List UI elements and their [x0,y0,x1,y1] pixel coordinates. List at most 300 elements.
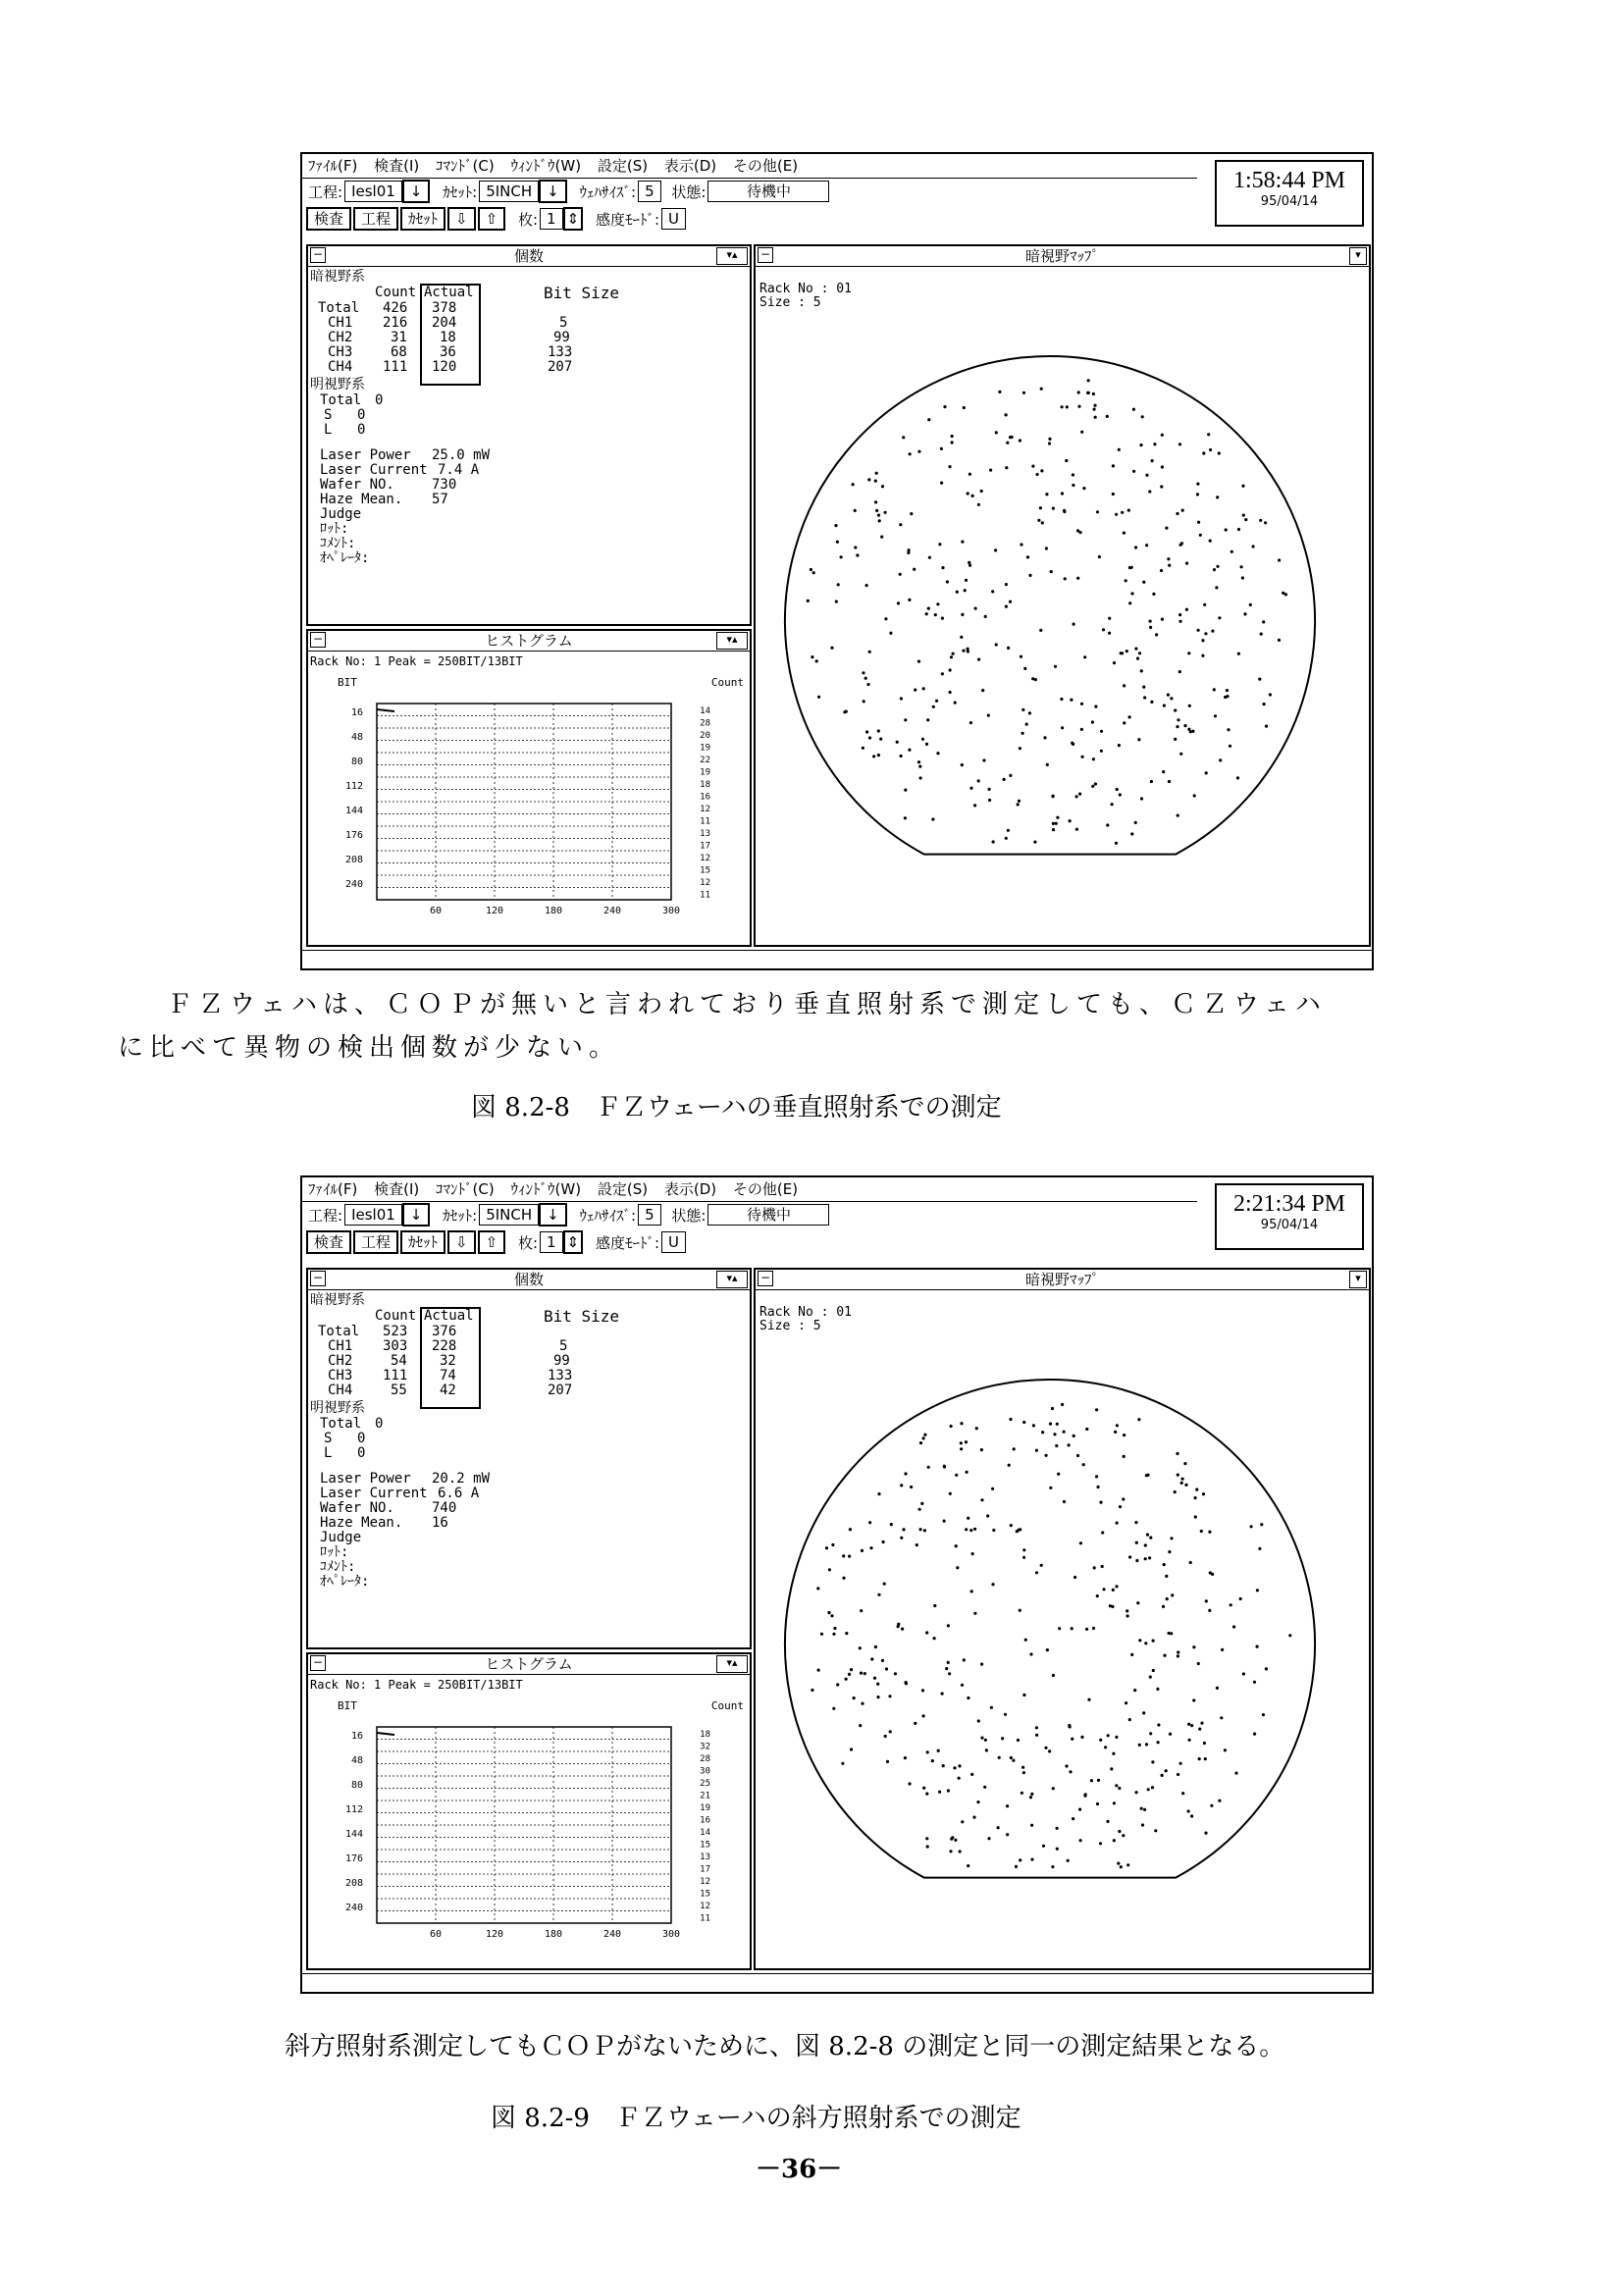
defect-point [1242,1672,1245,1675]
defect-point [1232,1625,1235,1628]
defect-point [1075,795,1078,798]
defect-point [1072,1817,1074,1820]
wafer-size-field[interactable]: 5 [638,181,661,202]
defect-point [1137,1418,1140,1421]
clock-date: 95/04/14 [1260,1218,1319,1232]
defect-point [845,1678,848,1681]
process-label: 工程: [308,183,343,201]
defect-point [1118,1787,1121,1790]
defect-point [1040,469,1043,472]
defect-point [1018,800,1021,803]
defect-point [1079,1541,1082,1544]
row-total-label: Total [318,1324,360,1339]
defect-point [1035,1734,1038,1737]
screenshot-vertical-illumination [300,152,1374,970]
defect-point [1128,601,1131,604]
dark-field-map-window [754,244,1371,947]
defect-point [889,632,892,635]
defect-point [1078,1808,1081,1811]
process-field[interactable]: Iesl01 [344,1204,402,1226]
menu-command[interactable]: ｺﾏﾝﾄﾞ(C) [436,1180,495,1198]
defect-point [1152,1640,1155,1643]
process-dropdown-icon[interactable]: ↓ [402,1203,431,1226]
defect-point [1170,697,1173,700]
defect-point [852,483,855,486]
defect-point [1112,464,1115,467]
defect-point [1041,521,1044,524]
defect-point [987,714,990,717]
defect-point [1135,1559,1138,1562]
status-field: 待機中 [707,1204,829,1226]
defect-point [1177,1773,1179,1776]
defect-point [1282,592,1284,595]
histogram-count-value: 11 [700,816,710,827]
bright-l-label: L [324,422,333,438]
dark-field-label: 暗視野系 [310,1292,365,1308]
defect-point [884,511,887,514]
defect-point [1115,513,1118,516]
unload-icon[interactable]: ⇧ [478,207,506,231]
defect-point [1134,821,1137,824]
defect-point [1241,485,1244,488]
window-menu-icon[interactable]: − [758,247,773,263]
clock-time: 1:58:44 PM [1232,168,1346,193]
defect-point [1021,708,1024,711]
histogram-count-label: Count [710,1699,744,1712]
defect-point [884,617,887,620]
defect-point [1161,465,1164,468]
defect-point [1156,1688,1159,1691]
defect-point [1045,547,1048,549]
status-label: 状態: [671,1206,707,1225]
defect-point [1009,774,1012,777]
defect-point [995,431,998,434]
defect-point [1019,439,1021,442]
defect-point [1234,1772,1237,1775]
defect-point [1180,1482,1183,1485]
histogram-titlebar [308,1654,750,1675]
defect-point [1113,1801,1116,1804]
defect-point [900,1484,903,1487]
menu-command[interactable]: ｺﾏﾝﾄﾞ(C) [436,157,495,175]
defect-point [1095,1408,1098,1411]
defect-point [873,1677,876,1680]
defect-point [877,1492,880,1495]
menu-other[interactable]: その他(E) [732,1180,799,1198]
defect-point [1099,1501,1102,1504]
defect-point [998,391,1001,393]
menu-file[interactable]: ﾌｧｲﾙ(F) [308,1180,358,1198]
defect-point [868,651,871,653]
sensitivity-label: 感度ﾓｰﾄﾞ: [595,210,660,229]
defect-point [1060,698,1063,701]
defect-point [956,591,959,594]
defect-point [988,799,991,802]
defect-point [1177,718,1179,721]
histogram-titlebar [308,631,750,652]
sensitivity-field[interactable]: U [661,1231,686,1253]
window-controls-icon[interactable]: ▾▴ [716,632,748,650]
defect-point [1094,782,1097,785]
defect-point [1190,1814,1193,1817]
defect-point [1140,669,1143,672]
defect-point [1030,1793,1033,1796]
defect-point [1040,1564,1043,1567]
histogram-count-value: 13 [700,1852,710,1862]
defect-point [1092,757,1095,760]
defect-point [1239,1597,1242,1600]
histogram-y-tick: 144 [344,806,363,816]
map-size: Size : 5 [759,295,821,310]
defect-point [1009,1418,1012,1421]
menu-inspect[interactable]: 検査(I) [374,157,420,175]
menu-display[interactable]: 表示(D) [663,157,717,175]
defect-point [1262,1713,1265,1716]
window-menu-icon[interactable]: − [310,247,326,263]
defect-point [1130,1653,1133,1656]
defect-point [1170,1537,1173,1539]
defect-point [1019,1609,1021,1612]
histogram-count-value: 12 [700,805,710,814]
wafer-no-value: 730 [432,477,457,493]
defect-point [1068,1443,1071,1446]
defect-point [1265,1667,1268,1670]
defect-point [923,1434,926,1436]
row-total-label: Total [318,300,360,316]
defect-point [947,1624,950,1627]
defect-point [897,1625,900,1628]
row-ch4-label: CH4 [328,359,353,375]
menu-window[interactable]: ｳｨﾝﾄﾞｳ(W) [510,157,582,175]
slot-field[interactable]: 1 [540,1231,563,1253]
defect-point [1250,1525,1253,1528]
defect-point [1093,408,1096,411]
menu-inspect[interactable]: 検査(I) [374,1180,420,1198]
col-actual: Actual [424,285,474,300]
row-ch3-label: CH3 [328,344,353,360]
defect-point [1149,1732,1152,1735]
defect-point [1052,828,1055,831]
defect-point [1178,670,1181,673]
defect-point [1123,684,1126,687]
defect-point [886,1760,889,1763]
defect-point [1202,451,1205,454]
row-total-actual: 378 [432,300,457,316]
defect-point [1203,603,1206,606]
sensitivity-field[interactable]: U [661,208,686,230]
slot-spinner-icon[interactable]: ⇕ [563,1230,584,1254]
defect-point [1022,1421,1025,1424]
defect-point [1161,1774,1164,1777]
row-ch3-label: CH3 [328,1368,353,1383]
defect-point [1162,1605,1165,1608]
defect-point [1022,391,1025,394]
defect-point [1093,404,1096,407]
histogram-count-value: 18 [700,780,710,790]
defect-point [836,541,839,544]
histogram-count-value: 28 [700,1754,710,1764]
defect-point [1122,1497,1125,1500]
defect-point [1207,433,1210,436]
defect-point [1085,1628,1088,1631]
defect-point [1144,1642,1147,1644]
defect-point [960,1447,963,1450]
defect-point [1189,1561,1192,1564]
window-controls-icon[interactable]: ▾▴ [716,247,748,265]
defect-point [878,519,881,522]
defect-point [865,730,868,733]
defect-point [1056,816,1059,819]
defect-point [888,1695,891,1697]
defect-point [1165,1769,1168,1772]
defect-point [1237,652,1240,655]
defect-point [1149,626,1152,629]
defect-point [946,580,949,583]
defect-point [1073,1435,1075,1437]
defect-point [875,509,878,512]
defect-point [1049,1423,1052,1426]
defect-point [842,1577,845,1580]
defect-point [1102,628,1105,631]
defect-point [919,1441,922,1444]
bright-l-value: 0 [357,422,366,438]
defect-point [1052,822,1055,825]
defect-point [925,1631,928,1634]
row-ch2-count: 31 [391,330,407,345]
defect-point [1142,581,1145,584]
defect-point [1101,1565,1104,1568]
horizontal-scrollbar[interactable] [302,1973,1372,1992]
menu-window[interactable]: ｳｨﾝﾄﾞｳ(W) [510,1180,582,1198]
defect-point [842,1554,845,1557]
defect-point [949,668,952,671]
defect-point [1120,1865,1123,1868]
defect-point [1042,1845,1045,1848]
defect-point [969,473,971,476]
defect-point [1145,474,1148,477]
window-scroll-icon[interactable]: ▾ [1349,247,1367,265]
menu-file[interactable]: ﾌｧｲﾙ(F) [308,157,358,175]
menu-other[interactable]: その他(E) [732,157,799,175]
defect-point [831,1543,834,1546]
defect-point [992,1529,995,1532]
defect-point [1249,603,1252,606]
process-field[interactable]: Iesl01 [344,181,402,202]
defect-point [1080,431,1083,434]
defect-point [913,568,916,571]
defect-point [1256,1589,1259,1592]
defect-point [933,1604,936,1607]
defect-point [969,1529,972,1532]
status-label: 状態: [671,183,707,201]
process-label: 工程: [308,1206,343,1225]
defect-point [1263,703,1266,705]
histogram-y-tick: 80 [350,1780,363,1791]
cassette-dropdown-icon[interactable]: ↓ [539,180,567,203]
process-button[interactable]: 工程 [353,1230,398,1254]
defect-point [926,1845,929,1848]
defect-point [1151,1786,1154,1789]
defect-point [1115,1736,1118,1739]
defect-point [1019,1528,1021,1531]
wafer-no-label: Wafer NO. [320,477,394,493]
map-size: Size : 5 [759,1319,821,1333]
toolbar [302,207,1197,233]
histogram-header: Rack No: 1 Peak = 250BIT/13BIT [310,654,523,668]
bright-s-value: 0 [357,1431,366,1446]
defect-point [1021,732,1024,735]
window-menu-icon[interactable]: − [310,1271,326,1286]
histogram-count-value: 15 [700,865,710,876]
histogram-count-value: 15 [700,1889,710,1900]
window-controls-icon[interactable]: ▾▴ [716,1655,748,1673]
cassette-field[interactable]: 5INCH [479,1204,539,1226]
defect-point [1243,612,1246,615]
window-menu-icon[interactable]: − [310,632,326,648]
defect-point [1192,1645,1195,1648]
window-menu-icon[interactable]: − [310,1655,326,1671]
defect-point [1121,511,1124,514]
defect-point [1052,1674,1055,1677]
cassette-field[interactable]: 5INCH [479,181,539,202]
defect-point [1265,725,1268,728]
menu-display[interactable]: 表示(D) [663,1180,717,1198]
defect-point [1230,550,1233,553]
defect-point [1039,629,1042,632]
defect-point [1143,696,1146,699]
slot-spinner-icon[interactable]: ⇕ [563,207,584,231]
row-ch2-count: 54 [391,1353,407,1369]
defect-point [1056,1423,1059,1426]
defect-point [1123,1434,1126,1436]
histogram-y-tick: 176 [344,830,363,841]
defect-point [1077,405,1080,408]
defect-point [1205,771,1208,774]
defect-point [1140,1807,1143,1810]
defect-point [1240,565,1243,568]
defect-point [1150,701,1153,704]
defect-point [1031,677,1034,680]
defect-point [1122,1834,1125,1837]
slot-label: 枚: [517,1233,539,1252]
histogram-count-value: 25 [700,1779,710,1789]
map-rack-no: Rack No : 01 [759,282,852,296]
defect-point [1069,1725,1072,1728]
bright-s-label: S [324,1431,333,1446]
defect-point [1065,1764,1068,1767]
horizontal-scrollbar[interactable] [302,950,1372,968]
defect-point [1006,442,1009,444]
bright-s-value: 0 [357,407,366,423]
menu-bar [302,154,1197,179]
cassette-label: ｶｾｯﾄ: [443,1206,478,1225]
row-ch1-label: CH1 [328,1338,353,1354]
defect-point [1144,1557,1147,1560]
defect-point [1003,778,1006,781]
inspect-button[interactable]: 検査 [306,207,351,231]
histogram-count-value: 14 [700,1828,710,1838]
defect-point [1063,1500,1066,1503]
window-scroll-icon[interactable]: ▾ [1349,1271,1367,1288]
defect-point [1030,1824,1033,1827]
row-ch3-actual: 74 [440,1368,456,1383]
defect-point [958,1764,961,1767]
process-dropdown-icon[interactable]: ↓ [402,180,431,203]
wafer-size-field[interactable]: 5 [638,1204,661,1226]
defect-point [970,1773,973,1776]
defect-point [1025,723,1028,726]
map-title: 暗視野ﾏｯﾌﾟ [1024,247,1099,265]
defect-point [977,658,980,661]
defect-point [1056,1848,1059,1851]
defect-point [1145,544,1148,547]
defect-point [1108,617,1111,620]
row-ch4-bit: 207 [548,1383,573,1398]
defect-point [1253,1681,1256,1684]
defect-point [1137,738,1140,741]
defect-point [934,613,937,616]
histogram-plot [308,670,746,941]
defect-point [904,816,907,819]
defect-point [825,1546,828,1549]
defect-point [1098,555,1101,558]
defect-point [918,1508,921,1511]
defect-point [1215,586,1218,589]
menu-settings[interactable]: 設定(S) [597,157,649,175]
histogram-x-tick: 240 [602,906,622,916]
window-menu-icon[interactable]: − [758,1271,773,1286]
inspect-button[interactable]: 検査 [306,1230,351,1254]
histogram-x-tick: 180 [544,906,563,916]
histogram-y-tick: 16 [350,707,363,718]
defect-point [910,1486,913,1488]
defect-point [1079,1839,1082,1842]
load-icon[interactable]: ⇩ [447,1230,476,1254]
cassette-button[interactable]: ｶｾｯﾄ [400,207,445,231]
defect-point [966,1471,969,1474]
defect-point [933,1637,936,1640]
wafer-outline [785,1380,1315,1878]
defect-point [917,660,920,663]
defect-point [1178,613,1181,616]
defect-point [845,1632,848,1635]
defect-point [925,1837,928,1840]
defect-point [965,579,968,582]
menu-settings[interactable]: 設定(S) [597,1180,649,1198]
window-controls-icon[interactable]: ▾▴ [716,1271,748,1288]
defect-point [920,1502,923,1505]
defect-point [1139,444,1142,446]
defect-point [980,1448,983,1451]
defect-point [807,600,810,602]
load-icon[interactable]: ⇩ [447,207,476,231]
map-titlebar [756,246,1369,267]
cassette-button[interactable]: ｶｾｯﾄ [400,1230,445,1254]
defect-point [949,1492,952,1495]
bright-total-label: Total [320,1416,362,1432]
defect-point [963,1658,966,1661]
unload-icon[interactable]: ⇧ [478,1230,506,1254]
process-button[interactable]: 工程 [353,207,398,231]
defect-point [1095,1475,1098,1478]
defect-point [1022,1771,1025,1774]
defect-point [1202,1492,1205,1495]
cassette-dropdown-icon[interactable]: ↓ [539,1203,567,1226]
defect-point [1033,841,1036,844]
defect-point [1149,1537,1152,1539]
histogram-count-value: 14 [700,706,710,716]
slot-field[interactable]: 1 [540,208,563,230]
